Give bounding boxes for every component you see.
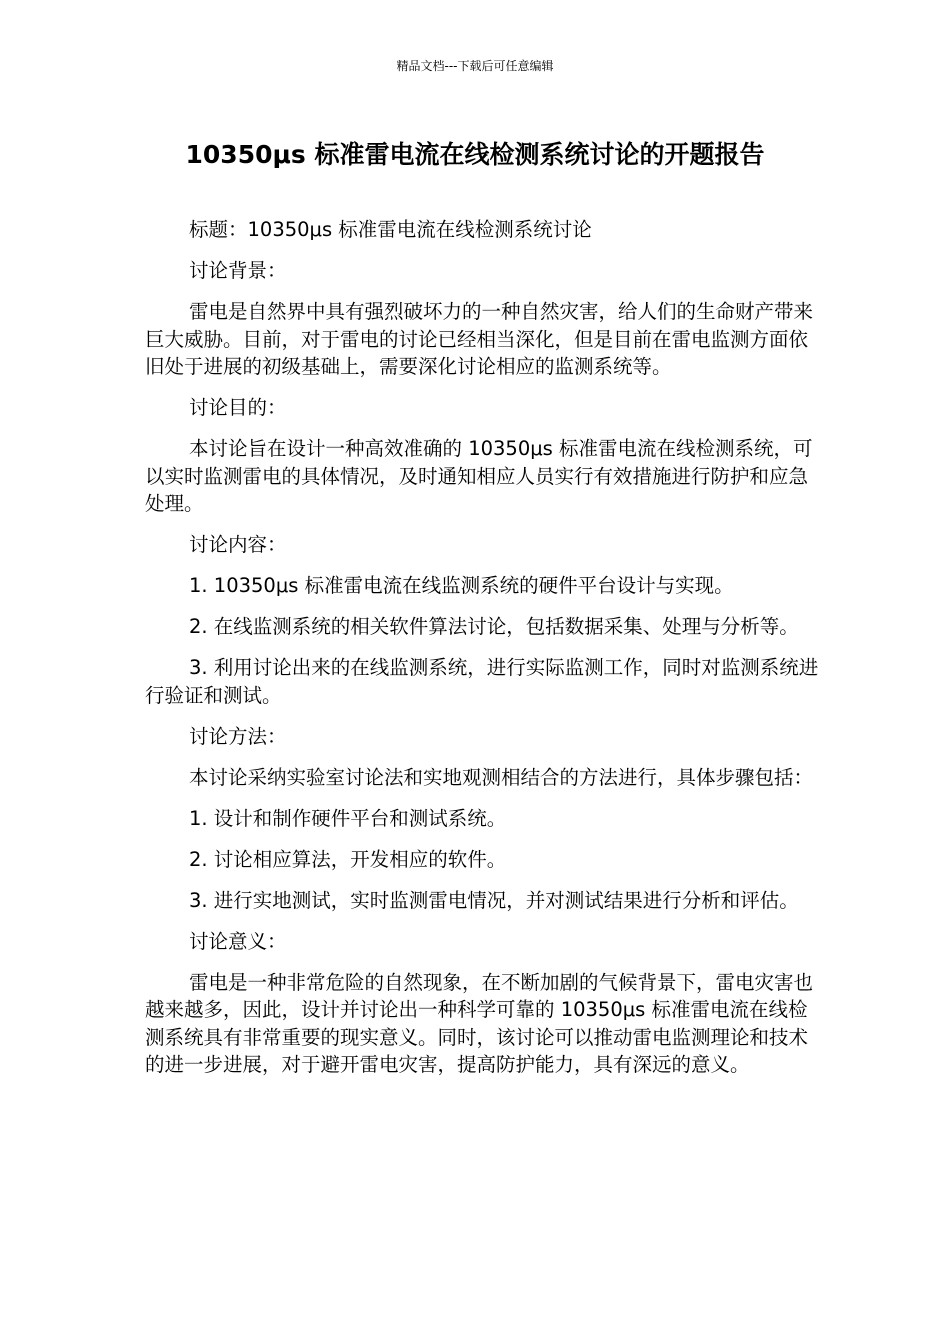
method-step-1: 1. 设计和制作硬件平台和测试系统。	[189, 806, 507, 830]
content-item-3: 3. 利用讨论出来的在线监测系统，进行实际监测工作，同时对监测系统进行验证和测试。	[145, 656, 819, 707]
heading-background: 讨论背景：	[189, 259, 287, 282]
content-item-1: 1. 10350μs 标准雷电流在线监测系统的硬件平台设计与实现。	[189, 574, 734, 597]
page-header-note: 精品文档---下载后可任意编辑	[396, 59, 554, 73]
paragraph-purpose: 本讨论旨在设计一种高效准确的 10350μs 标准雷电流在线检测系统，可以实时监测雷电的具体情况，及时通知相应人员实行有效措施进行防护和应急处理。	[145, 437, 813, 515]
paragraph-background: 雷电是自然界中具有强烈破坏力的一种自然灾害，给人们的生命财产带来巨大威胁。目前，对于雷电的讨论已经相当深化，但是目前在雷电监测方面依旧处于进展的初级基础上，需要深化讨论相应的监测系统等。	[145, 300, 814, 378]
method-step-3: 3. 进行实地测试，实时监测雷电情况，并对测试结果进行分析和评估。	[189, 888, 799, 912]
paragraph-topic: 标题：10350μs 标准雷电流在线检测系统讨论	[189, 218, 592, 241]
paragraph-significance: 雷电是一种非常危险的自然现象，在不断加剧的气候背景下，雷电灾害也越来越多，因此，设计并讨论出一种科学可靠的 10350μs 标准雷电流在线检测系统具有非常重要的现实意义。同时，该讨论可以推动雷电监测理论和技术的进一步进展，对于避开雷电灾害，提高防护能力，具有深远的意义。	[145, 970, 814, 1076]
document-title: 10350μs 标准雷电流在线检测系统讨论的开题报告	[185, 140, 765, 169]
heading-significance: 讨论意义：	[189, 929, 287, 953]
heading-content: 讨论内容：	[189, 533, 287, 556]
heading-method: 讨论方法：	[189, 724, 287, 748]
heading-purpose: 讨论目的：	[189, 396, 287, 419]
content-item-2: 2. 在线监测系统的相关软件算法讨论，包括数据采集、处理与分析等。	[189, 615, 799, 638]
document-body	[145, 216, 825, 1092]
paragraph-method: 本讨论采纳实验室讨论法和实地观测相结合的方法进行，具体步骤包括：	[189, 765, 814, 789]
method-step-2: 2. 讨论相应算法，开发相应的软件。	[189, 847, 507, 871]
